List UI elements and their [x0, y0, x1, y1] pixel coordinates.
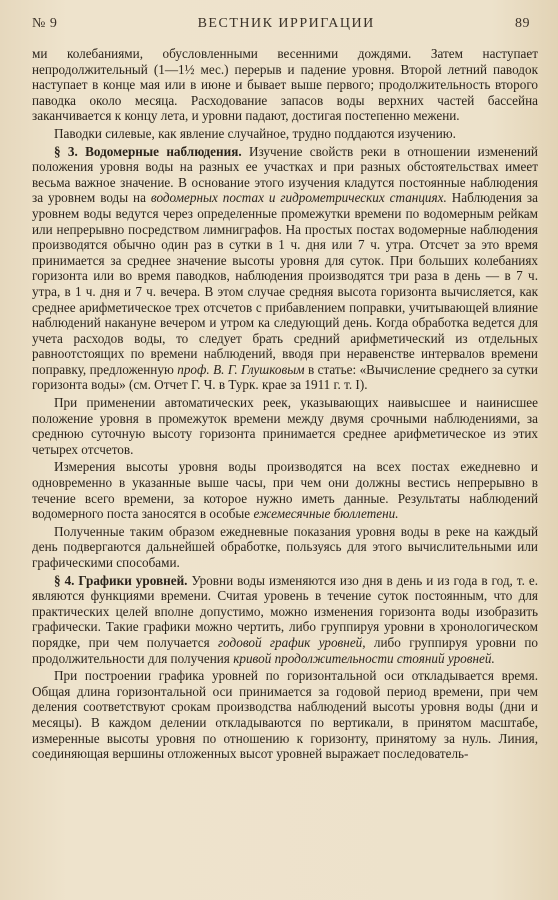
section-heading: § 3. Водомерные наблюдения. — [54, 143, 242, 159]
text-run: Паводки силевые, как явление случайное, трудно поддаются изучению. — [54, 125, 456, 141]
paragraph — [32, 668, 538, 762]
journal-title: ВЕСТНИК ИРРИГАЦИИ — [197, 16, 375, 31]
paragraph — [32, 395, 538, 457]
text-run: Уровни воды изменяются изо дня в день и из года в год, т. е. являются функциями времени. Считая уровень в течение суток постоянным, что для практических целей вполне допустимо, можно изменения горизонта воды изобразить графически. Такие графики можно чертить, либо группируя уровни в хронологическом порядке, при чем получается — [32, 572, 538, 650]
text-run: При применении автоматических реек, указывающих наивысшее и наинисшее положение уровня в промежуток времени между двумя срочными наблюдениями, за среднюю суточную высоту горизонта принимается среднее арифметическое из этих четырех отсчетов. — [32, 395, 538, 457]
page-number: 89 — [514, 16, 530, 31]
text-run: ми колебаниями, обусловленными весенними дождями. Затем наступает непродолжительный (1—1½ мес.) перерыв и падение уровня. Второй летний паводок наступает в конце мая или в июне и бывает выше первого; продолжительность второго паводка около месяца. Расходование запасов воды верхних частей бассейна заканчивается к концу лета, и уровни падают, достигая постепенно межени. — [32, 46, 538, 124]
text-run: Полученные таким образом ежедневные показания уровня воды в реке на каждый день подвергаются дальнейшей обработке, пользуясь для этого вычислительными или графическими способами. — [32, 523, 538, 570]
emphasized-text: кривой продолжительности стояний уровней. — [233, 650, 495, 666]
text-run: При построении графика уровней по горизонтальной оси откладывается время. Общая длина горизонтальной оси принимается за годовой период времени, при чем деления соответствуют срокам производства наблюдений высоты уровня воды (дни и месяцы). В каждом делении откладываются по вертикали, в принятом масштабе, измеренные высоты уровня по отношению к горизонту, принятому за нуль. Линия, соединяющая вершины отложенных высот уровней выражает последователь- — [32, 668, 538, 762]
emphasized-text: ежемесячные бюллетени. — [253, 506, 399, 522]
body-text — [32, 46, 538, 762]
paragraph — [32, 126, 538, 142]
text-run: Измерения высоты уровня воды производятся на всех постах ежедневно и одновременно в указанные выше часы, при чем они должны вестись непрерывно в течение всего времени, за которое нужно иметь данные. Результаты наблюдений водомерного поста заносятся в особые — [32, 459, 538, 522]
text-run: в статье: «Вычисление среднего за сутки горизонта воды» (см. Отчет Г. Ч. в Турк. крае за 1911 г. т. I). — [32, 361, 538, 393]
text-run: Наблюдения за уровнем воды ведутся через определенные промежутки времени по водомерным рейкам или непрерывно посредством лимниграфов. На простых постах водомерные наблюдения производятся обычно один раз в сутки в 1 ч. дня или 7 ч. утра. Отсчет за это время принимается за среднее значение высоты уровня для суток. При больших колебаниях горизонта или во время паводков, наблюдения производятся три раза в день — в 7 ч. утра, в 1 ч. дня и 7 ч. вечера. В этом случае средняя высота горизонта вычисляется, как среднее арифметическое трех отсчетов с прибавлением поправки, учитывающей влияние наблюдений накануне вечером и утром ка следующий день. Когда обработка ведется для учета расходов воды, то следует брать средний арифметический из отдельных равноотстоящих по времени наблюдений, вводя при неравенстве интервалов времени поправку, предложенную — [32, 190, 538, 377]
paragraph — [32, 524, 538, 571]
emphasized-text: проф. В. Г. Глушковым — [177, 361, 305, 377]
paragraph — [32, 459, 538, 521]
paragraph — [32, 46, 538, 124]
text-run: Изучение свойств реки в отношении изменений положения уровня воды на разных ее участках и при разных обстоятельствах имеет весьма важное значение. В основание этого изучения кладутся постоянные наблюдения за уровнем воды на — [32, 143, 538, 206]
paragraph — [32, 144, 538, 394]
paragraph — [32, 573, 538, 667]
text-run: либо группируя уровни по продолжительности для получения — [32, 634, 539, 666]
emphasized-text: водомерных постах и гидрометрических станциях. — [150, 190, 447, 206]
emphasized-text: годовой график уровней, — [217, 634, 366, 650]
running-header — [32, 16, 538, 32]
issue-number: № 9 — [32, 16, 58, 31]
section-heading: § 4. Графики уровней. — [54, 572, 188, 588]
